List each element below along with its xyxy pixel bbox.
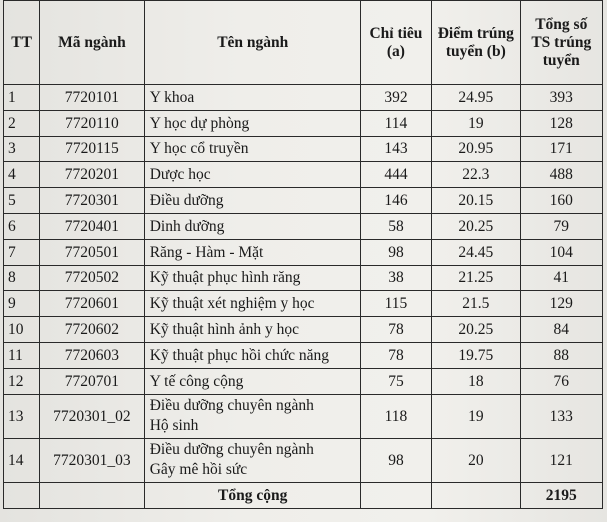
- cell-tong: 121: [520, 438, 602, 482]
- cell-ma: 7720301_03: [40, 438, 145, 482]
- cell-tong: 84: [520, 317, 602, 343]
- admission-results-table: [3, 0, 603, 509]
- cell-ten-line2: Hộ sinh: [149, 417, 199, 435]
- cell-chi: 98: [360, 438, 431, 482]
- cell-tt: 6: [4, 213, 40, 239]
- table-row: [4, 239, 603, 265]
- cell-ma: 7720115: [40, 136, 145, 162]
- cell-chi: [360, 482, 431, 508]
- cell-tt: 11: [4, 342, 40, 368]
- cell-ma: 7720601: [40, 291, 145, 317]
- cell-diem: 19.75: [432, 342, 520, 368]
- table-row: [4, 110, 603, 136]
- header-tt: TT: [4, 1, 40, 85]
- cell-ten: [144, 394, 360, 438]
- cell-diem: 21.5: [432, 291, 520, 317]
- table-header-row: [4, 1, 603, 85]
- cell-ten-line2: Gây mê hồi sức: [149, 461, 248, 479]
- cell-ten: Kỹ thuật xét nghiệm y học: [144, 291, 360, 317]
- cell-chi: 146: [360, 188, 431, 214]
- cell-tt: 3: [4, 136, 40, 162]
- cell-tt: 9: [4, 291, 40, 317]
- cell-ten: Dược học: [144, 162, 360, 188]
- cell-tt: 12: [4, 368, 40, 394]
- cell-diem: 20.25: [432, 317, 520, 343]
- cell-chi: 114: [360, 110, 431, 136]
- cell-tong: 488: [520, 162, 602, 188]
- cell-tt: 4: [4, 162, 40, 188]
- cell-chi: 392: [360, 85, 431, 111]
- cell-diem: 24.95: [432, 85, 520, 111]
- cell-ten: Kỹ thuật phục hình răng: [144, 265, 360, 291]
- table-row: [4, 85, 603, 111]
- cell-tt: 14: [4, 438, 40, 482]
- cell-diem: 20.95: [432, 136, 520, 162]
- cell-diem: 18: [432, 368, 520, 394]
- cell-ma: 7720110: [40, 110, 145, 136]
- cell-ma: 7720502: [40, 265, 145, 291]
- table-row: [4, 368, 603, 394]
- cell-tong: 41: [520, 265, 602, 291]
- cell-chi: 78: [360, 317, 431, 343]
- cell-chi: 38: [360, 265, 431, 291]
- table-row: [4, 438, 603, 482]
- cell-ma: 7720701: [40, 368, 145, 394]
- cell-ten: Y tế công cộng: [144, 368, 360, 394]
- cell-diem: 20.15: [432, 188, 520, 214]
- table-row: [4, 394, 603, 438]
- header-ten-nganh: Tên ngành: [144, 1, 360, 85]
- cell-diem: 20.25: [432, 213, 520, 239]
- cell-tong: 79: [520, 213, 602, 239]
- cell-chi: 78: [360, 342, 431, 368]
- cell-chi: 118: [360, 394, 431, 438]
- cell-chi: 143: [360, 136, 431, 162]
- table-row: [4, 162, 603, 188]
- cell-ma: 7720301_02: [40, 394, 145, 438]
- cell-tt: 8: [4, 265, 40, 291]
- cell-ten: Răng - Hàm - Mặt: [144, 239, 360, 265]
- cell-ten-line1: Điều dưỡng chuyên ngành: [149, 441, 314, 459]
- cell-chi: 115: [360, 291, 431, 317]
- total-row: [4, 482, 603, 508]
- cell-ten: Dinh dưỡng: [144, 213, 360, 239]
- table-row: [4, 317, 603, 343]
- cell-ten: [144, 438, 360, 482]
- cell-tong: 76: [520, 368, 602, 394]
- cell-ma: [40, 482, 145, 508]
- cell-ten-line1: Điều dưỡng chuyên ngành: [149, 397, 314, 415]
- table-row: [4, 265, 603, 291]
- cell-ten: Điều dưỡng: [144, 188, 360, 214]
- header-tong-so: Tổng số TS trúng tuyển: [520, 1, 602, 85]
- cell-tt: 2: [4, 110, 40, 136]
- cell-ten: Y khoa: [144, 85, 360, 111]
- cell-diem: 19: [432, 394, 520, 438]
- cell-chi: 444: [360, 162, 431, 188]
- cell-tong: 128: [520, 110, 602, 136]
- cell-ma: 7720101: [40, 85, 145, 111]
- cell-ma: 7720401: [40, 213, 145, 239]
- cell-tong: 133: [520, 394, 602, 438]
- cell-chi: 98: [360, 239, 431, 265]
- table-row: [4, 291, 603, 317]
- cell-tong: 171: [520, 136, 602, 162]
- table-row: [4, 188, 603, 214]
- cell-ma: 7720501: [40, 239, 145, 265]
- total-label: Tổng cộng: [144, 482, 360, 508]
- cell-diem: 22.3: [432, 162, 520, 188]
- cell-ten: Kỹ thuật phục hồi chức năng: [144, 342, 360, 368]
- cell-chi: 75: [360, 368, 431, 394]
- cell-diem: 21.25: [432, 265, 520, 291]
- cell-ten: Kỹ thuật hình ảnh y học: [144, 317, 360, 343]
- cell-tong: 393: [520, 85, 602, 111]
- cell-ma: 7720603: [40, 342, 145, 368]
- header-diem-trung-tuyen: Điểm trúng tuyển (b): [432, 1, 520, 85]
- cell-diem: 20: [432, 438, 520, 482]
- cell-diem: [432, 482, 520, 508]
- total-value: 2195: [520, 482, 602, 508]
- table-row: [4, 342, 603, 368]
- cell-diem: 24.45: [432, 239, 520, 265]
- cell-diem: 19: [432, 110, 520, 136]
- cell-tong: 88: [520, 342, 602, 368]
- cell-tt: [4, 482, 40, 508]
- header-ma-nganh: Mã ngành: [40, 1, 145, 85]
- cell-tt: 10: [4, 317, 40, 343]
- table-row: [4, 136, 603, 162]
- cell-tt: 7: [4, 239, 40, 265]
- table-row: [4, 213, 603, 239]
- cell-tt: 1: [4, 85, 40, 111]
- cell-tong: 129: [520, 291, 602, 317]
- header-chi-tieu: Chỉ tiêu (a): [360, 1, 431, 85]
- cell-ma: 7720301: [40, 188, 145, 214]
- cell-ten: Y học cổ truyền: [144, 136, 360, 162]
- cell-tt: 13: [4, 394, 40, 438]
- cell-ma: 7720201: [40, 162, 145, 188]
- cell-tong: 160: [520, 188, 602, 214]
- cell-tong: 104: [520, 239, 602, 265]
- cell-chi: 58: [360, 213, 431, 239]
- cell-tt: 5: [4, 188, 40, 214]
- cell-ma: 7720602: [40, 317, 145, 343]
- cell-ten: Y học dự phòng: [144, 110, 360, 136]
